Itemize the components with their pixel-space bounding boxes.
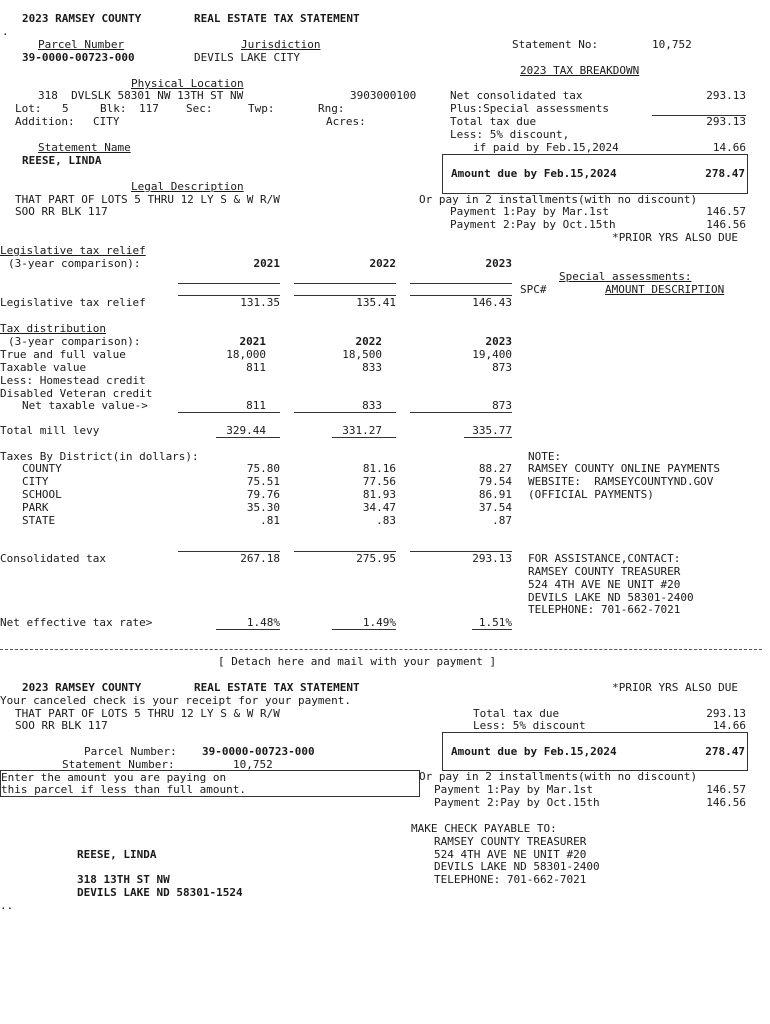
district-county-2022: 81.16 xyxy=(362,462,396,475)
true-full-value-2021: 18,000 xyxy=(226,348,266,361)
relief-rule-2022 xyxy=(294,283,396,284)
payment-amount-entry-box[interactable] xyxy=(0,770,420,797)
distribution-subheading: (3-year comparison): xyxy=(8,335,141,348)
consolidated-tax-label: Consolidated tax xyxy=(0,552,106,565)
statement-no-value: 10,752 xyxy=(652,38,692,51)
relief-year-2021: 2021 xyxy=(253,257,280,270)
trailing-dots: .. xyxy=(0,899,14,912)
detach-line xyxy=(0,649,762,650)
district-county-label: COUNTY xyxy=(22,462,62,475)
legal-description-line2: SOO RR BLK 117 xyxy=(15,205,108,218)
relief-value-2021: 131.35 xyxy=(178,295,280,309)
district-school-2022: 81.93 xyxy=(362,488,396,501)
stub-installments-label: Or pay in 2 installments(with no discount) xyxy=(419,770,698,783)
breakdown-title: 2023 TAX BREAKDOWN xyxy=(520,64,640,77)
taxable-value-2023: 873 xyxy=(492,361,512,374)
net-taxable-value-2021: 811 xyxy=(246,399,266,412)
district-park-2021: 35.30 xyxy=(246,501,280,514)
prior-years-note: *PRIOR YRS ALSO DUE xyxy=(612,231,738,244)
payable-telephone: TELEPHONE: 701-662-7021 xyxy=(434,873,587,886)
district-park-2023: 37.54 xyxy=(478,501,512,514)
rate-rule-2022 xyxy=(332,629,396,630)
stub-legal-line1: THAT PART OF LOTS 5 THRU 12 LY S & W R/W xyxy=(15,707,280,720)
addition-value: CITY xyxy=(93,115,120,128)
payable-heading: MAKE CHECK PAYABLE TO: xyxy=(411,822,557,835)
note-official-payments: (OFFICIAL PAYMENTS) xyxy=(528,488,654,501)
twp-label: Twp: xyxy=(248,102,275,115)
parcel-number-value: 39-0000-00723-000 xyxy=(22,51,135,64)
relief-subheading: (3-year comparison): xyxy=(8,257,141,270)
distribution-year-2022: 2022 xyxy=(355,335,382,348)
addressee-street: 318 13TH ST NW xyxy=(77,873,170,886)
legal-description-label: Legal Description xyxy=(131,180,244,193)
statement-name-label: Statement Name xyxy=(38,141,131,154)
total-mill-levy-2022: 331.27 xyxy=(342,424,382,437)
consolidated-tax-2022: 275.95 xyxy=(294,551,396,565)
rng-label: Rng: xyxy=(318,102,345,115)
stub-statement-value: 10,752 xyxy=(233,758,273,771)
true-full-value-2023: 19,400 xyxy=(472,348,512,361)
special-assessments-amount-desc: AMOUNT DESCRIPTION xyxy=(605,283,725,296)
total-due-label: Total tax due xyxy=(450,115,537,128)
mill-levy-rule-2022 xyxy=(332,437,396,438)
homestead-credit-label: Less: Homestead credit xyxy=(0,374,146,387)
payment1-label: Payment 1:Pay by Mar.1st xyxy=(450,205,609,218)
header-dot: . xyxy=(2,25,9,38)
header-title: REAL ESTATE TAX STATEMENT xyxy=(194,12,360,25)
stub-amount-due-value: 278.47 xyxy=(705,745,745,758)
stub-payment2-label: Payment 2:Pay by Oct.15th xyxy=(434,796,600,809)
lot-label: Lot: xyxy=(15,102,42,115)
district-city-2021: 75.51 xyxy=(246,475,280,488)
taxable-value-2022: 833 xyxy=(362,361,382,374)
true-full-value-2022: 18,500 xyxy=(342,348,382,361)
statement-no-label: Statement No: xyxy=(512,38,599,51)
district-state-2021: .81 xyxy=(260,514,280,527)
discount-label-1: Less: 5% discount, xyxy=(450,128,570,141)
discount-label-2: if paid by Feb.15,2024 xyxy=(473,141,619,154)
special-assessments-title: Special assessments: xyxy=(559,270,692,283)
net-taxable-value-label: Net taxable value-> xyxy=(22,399,148,412)
stub-legal-line2: SOO RR BLK 117 xyxy=(15,719,108,732)
effective-rate-2021: 1.48% xyxy=(246,616,280,629)
district-city-label: CITY xyxy=(22,475,49,488)
district-city-2023: 79.54 xyxy=(478,475,512,488)
total-mill-levy-2021: 329.44 xyxy=(226,424,266,437)
effective-rate-2022: 1.49% xyxy=(362,616,396,629)
district-county-2021: 75.80 xyxy=(246,462,280,475)
legal-description-line1: THAT PART OF LOTS 5 THRU 12 LY S & W R/W xyxy=(15,193,280,206)
assistance-treasurer: RAMSEY COUNTY TREASURER xyxy=(528,565,681,578)
payable-city: DEVILS LAKE ND 58301-2400 xyxy=(434,860,600,873)
assistance-telephone: TELEPHONE: 701-662-7021 xyxy=(528,603,681,616)
district-park-label: PARK xyxy=(22,501,49,514)
stub-receipt-note: Your canceled check is your receipt for your payment. xyxy=(0,694,351,707)
total-mill-levy-2023: 335.77 xyxy=(472,424,512,437)
installments-label: Or pay in 2 installments(with no discount) xyxy=(419,193,698,206)
taxable-value-label: Taxable value xyxy=(0,361,87,374)
relief-row-label: Legislative tax relief xyxy=(0,296,146,309)
net-consolidated-label: Net consolidated tax xyxy=(450,89,583,102)
mill-levy-rule-2021 xyxy=(216,437,280,438)
payable-treasurer: RAMSEY COUNTY TREASURER xyxy=(434,835,587,848)
effective-rate-2023: 1.51% xyxy=(478,616,512,629)
district-school-2023: 86.91 xyxy=(478,488,512,501)
stub-amount-due-label: Amount due by Feb.15,2024 xyxy=(451,745,617,758)
special-assessments-spc: SPC# xyxy=(520,283,547,296)
net-consolidated-value: 293.13 xyxy=(706,89,746,102)
net-taxable-rule-2023 xyxy=(410,412,512,413)
blk-value: 117 xyxy=(139,102,159,115)
discount-value: 14.66 xyxy=(712,141,746,154)
acres-label: Acres: xyxy=(326,115,366,128)
stub-discount-value: 14.66 xyxy=(712,719,746,732)
lot-value: 5 xyxy=(62,102,69,115)
relief-year-2023: 2023 xyxy=(485,257,512,270)
relief-heading: Legislative tax relief xyxy=(0,244,146,257)
mill-levy-rule-2023 xyxy=(464,437,512,438)
stub-payment1-value: 146.57 xyxy=(706,783,746,796)
amount-due-box xyxy=(442,154,748,194)
header-year-county: 2023 RAMSEY COUNTY xyxy=(22,12,142,25)
payment1-value: 146.57 xyxy=(706,205,746,218)
enter-amount-line1: Enter the amount you are paying on xyxy=(1,771,227,784)
amount-due-value: 278.47 xyxy=(705,167,745,180)
taxable-value-2021: 811 xyxy=(246,361,266,374)
note-online-payments: RAMSEY COUNTY ONLINE PAYMENTS xyxy=(528,462,721,475)
net-taxable-value-2022: 833 xyxy=(362,399,382,412)
physical-location-line: 318 DVLSLK 58301 NW 13TH ST NW xyxy=(38,89,244,102)
total-due-value: 293.13 xyxy=(706,115,746,128)
payment2-label: Payment 2:Pay by Oct.15th xyxy=(450,218,616,231)
jurisdiction-value: DEVILS LAKE CITY xyxy=(194,51,300,64)
total-mill-levy-label: Total mill levy xyxy=(0,424,100,437)
relief-value-2022: 135.41 xyxy=(294,295,396,309)
district-city-2022: 77.56 xyxy=(362,475,396,488)
stub-amount-due-box xyxy=(442,732,748,771)
distribution-heading: Tax distribution xyxy=(0,322,106,335)
stub-parcel-value: 39-0000-00723-000 xyxy=(202,745,315,758)
district-park-2022: 34.47 xyxy=(362,501,396,514)
note-label: NOTE: xyxy=(528,450,562,463)
rate-rule-2021 xyxy=(216,629,280,630)
payment2-value: 146.56 xyxy=(706,218,746,231)
stub-payment1-label: Payment 1:Pay by Mar.1st xyxy=(434,783,593,796)
stub-statement-label: Statement Number: xyxy=(62,758,175,771)
stub-parcel-label: Parcel Number: xyxy=(84,745,177,758)
special-assessments-label: Plus:Special assessments xyxy=(450,102,609,115)
statement-name-value: REESE, LINDA xyxy=(22,154,102,167)
stub-discount-label: Less: 5% discount xyxy=(473,719,586,732)
physical-location-code: 3903000100 xyxy=(350,89,417,102)
assistance-heading: FOR ASSISTANCE,CONTACT: xyxy=(528,552,681,565)
rate-rule-2023 xyxy=(472,629,512,630)
distribution-year-2021: 2021 xyxy=(239,335,266,348)
consolidated-tax-2023: 293.13 xyxy=(410,551,512,565)
district-state-2022: .83 xyxy=(376,514,396,527)
physical-location-label: Physical Location xyxy=(131,77,244,90)
district-school-2021: 79.76 xyxy=(246,488,280,501)
distribution-year-2023: 2023 xyxy=(485,335,512,348)
stub-year-county: 2023 RAMSEY COUNTY xyxy=(22,681,142,694)
amount-due-label: Amount due by Feb.15,2024 xyxy=(451,167,617,180)
relief-value-2023: 146.43 xyxy=(410,295,512,309)
note-website: WEBSITE: RAMSEYCOUNTYND.GOV xyxy=(528,475,714,488)
net-taxable-rule-2021 xyxy=(178,412,280,413)
effective-rate-label: Net effective tax rate> xyxy=(0,616,153,629)
blk-label: Blk: xyxy=(100,102,127,115)
parcel-number-label: Parcel Number xyxy=(38,38,125,51)
addressee-name: REESE, LINDA xyxy=(77,848,157,861)
district-state-label: STATE xyxy=(22,514,56,527)
stub-payment2-value: 146.56 xyxy=(706,796,746,809)
district-school-label: SCHOOL xyxy=(22,488,62,501)
disabled-veteran-credit-label: Disabled Veteran credit xyxy=(0,387,153,400)
addressee-city: DEVILS LAKE ND 58301-1524 xyxy=(77,886,243,899)
true-full-value-label: True and full value xyxy=(0,348,126,361)
addition-label: Addition: xyxy=(15,115,75,128)
relief-rule-2023 xyxy=(410,283,512,284)
relief-year-2022: 2022 xyxy=(369,257,396,270)
stub-total-due-label: Total tax due xyxy=(473,707,560,720)
assistance-street: 524 4TH AVE NE UNIT #20 xyxy=(528,578,681,591)
districts-heading: Taxes By District(in dollars): xyxy=(0,450,199,463)
district-state-2023: .87 xyxy=(492,514,512,527)
stub-total-due-value: 293.13 xyxy=(706,707,746,720)
net-taxable-rule-2022 xyxy=(294,412,396,413)
relief-rule-2021 xyxy=(178,283,280,284)
jurisdiction-label: Jurisdiction xyxy=(241,38,321,51)
detach-instruction: [ Detach here and mail with your payment ] xyxy=(218,655,497,668)
stub-title: REAL ESTATE TAX STATEMENT xyxy=(194,681,360,694)
stub-prior-years-note: *PRIOR YRS ALSO DUE xyxy=(612,681,738,694)
sec-label: Sec: xyxy=(186,102,213,115)
net-taxable-value-2023: 873 xyxy=(492,399,512,412)
payable-street: 524 4TH AVE NE UNIT #20 xyxy=(434,848,587,861)
assistance-city: DEVILS LAKE ND 58301-2400 xyxy=(528,591,694,604)
district-county-2023: 88.27 xyxy=(478,462,512,475)
consolidated-tax-2021: 267.18 xyxy=(178,551,280,565)
enter-amount-line2: this parcel if less than full amount. xyxy=(1,783,247,796)
